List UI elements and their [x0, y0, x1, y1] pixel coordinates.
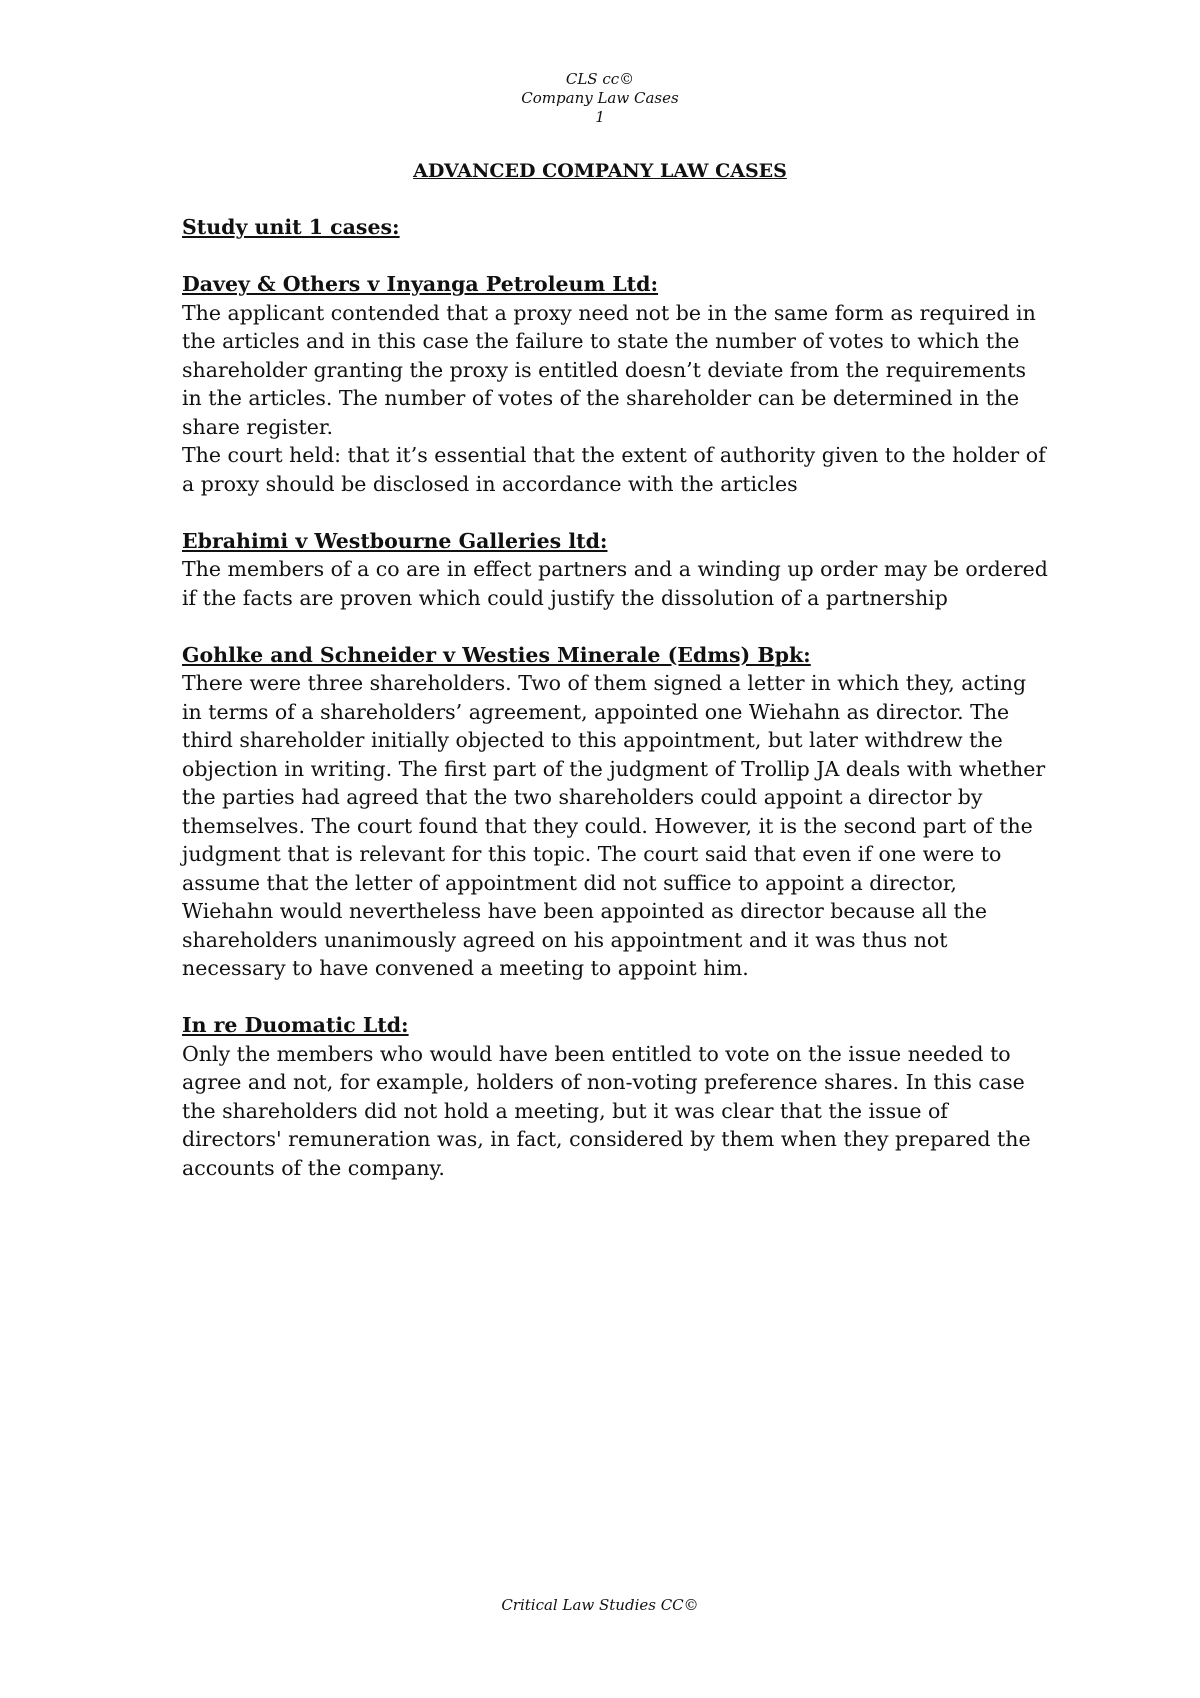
study-unit-heading: Study unit 1 cases: — [182, 215, 400, 239]
case-heading: Gohlke and Schneider v Westies Minerale (Edms) Bpk: — [182, 642, 811, 667]
case-duomatic — [182, 1011, 1052, 1182]
case-heading: Ebrahimi v Westbourne Galleries ltd: — [182, 528, 608, 553]
document-body — [182, 213, 1052, 1182]
document-title: ADVANCED COMPANY LAW CASES — [413, 160, 787, 182]
case-paragraph: There were three shareholders. Two of them signed a letter in which they, acting in terms of a shareholders’ agreement, appointed one Wiehahn as director. The third shareholder initially objected to this appointment, but later withdrew the objection in writing. The first part of the judgment of Trollip JA deals with whether the parties had agreed that the two shareholders could appoint a director by themselves. The court found that they could. However, it is the second part of the judgment that is relevant for this topic. The court said that even if one were to assume that the letter of appointment did not suffice to appoint a director, Wiehahn would nevertheless have been appointed as director because all the shareholders unanimously agreed on his appointment and it was thus not necessary to have convened a meeting to appoint him. — [182, 671, 1046, 980]
page-footer: Critical Law Studies CC© — [501, 1596, 699, 1614]
page-header — [0, 70, 1200, 127]
case-heading: In re Duomatic Ltd: — [182, 1013, 409, 1037]
header-document-name: Company Law Cases — [521, 89, 679, 107]
case-paragraph: The applicant contended that a proxy need not be in the same form as required in the articles and in this case the failure to state the number of votes to which the shareholder granting the proxy is entitled doesn’t deviate from the requirements in the articles. The number of votes of the shareholder can be determined in the share register. — [182, 300, 1036, 439]
case-davey — [182, 270, 1052, 498]
case-paragraph: The members of a co are in effect partners and a winding up order may be ordered if the facts are proven which could justify the dissolution of a partnership — [182, 557, 1048, 610]
case-ebrahimi — [182, 527, 1052, 613]
case-heading: Davey & Others v Inyanga Petroleum Ltd: — [182, 272, 659, 296]
header-page-number: 1 — [595, 108, 605, 126]
case-paragraph: The court held: that it’s essential that the extent of authority given to the holder of a proxy should be disclosed in accordance with the articles — [182, 443, 1046, 496]
case-paragraph: Only the members who would have been entitled to vote on the issue needed to agree and not, for example, holders of non-voting preference shares. In this case the shareholders did not hold a meeting, but it was clear that the issue of directors' remuneration was, in fact, considered by them when they prepared the accounts of the company. — [182, 1041, 1031, 1180]
case-gohlke — [182, 641, 1052, 983]
header-company-name: CLS cc© — [565, 70, 635, 88]
